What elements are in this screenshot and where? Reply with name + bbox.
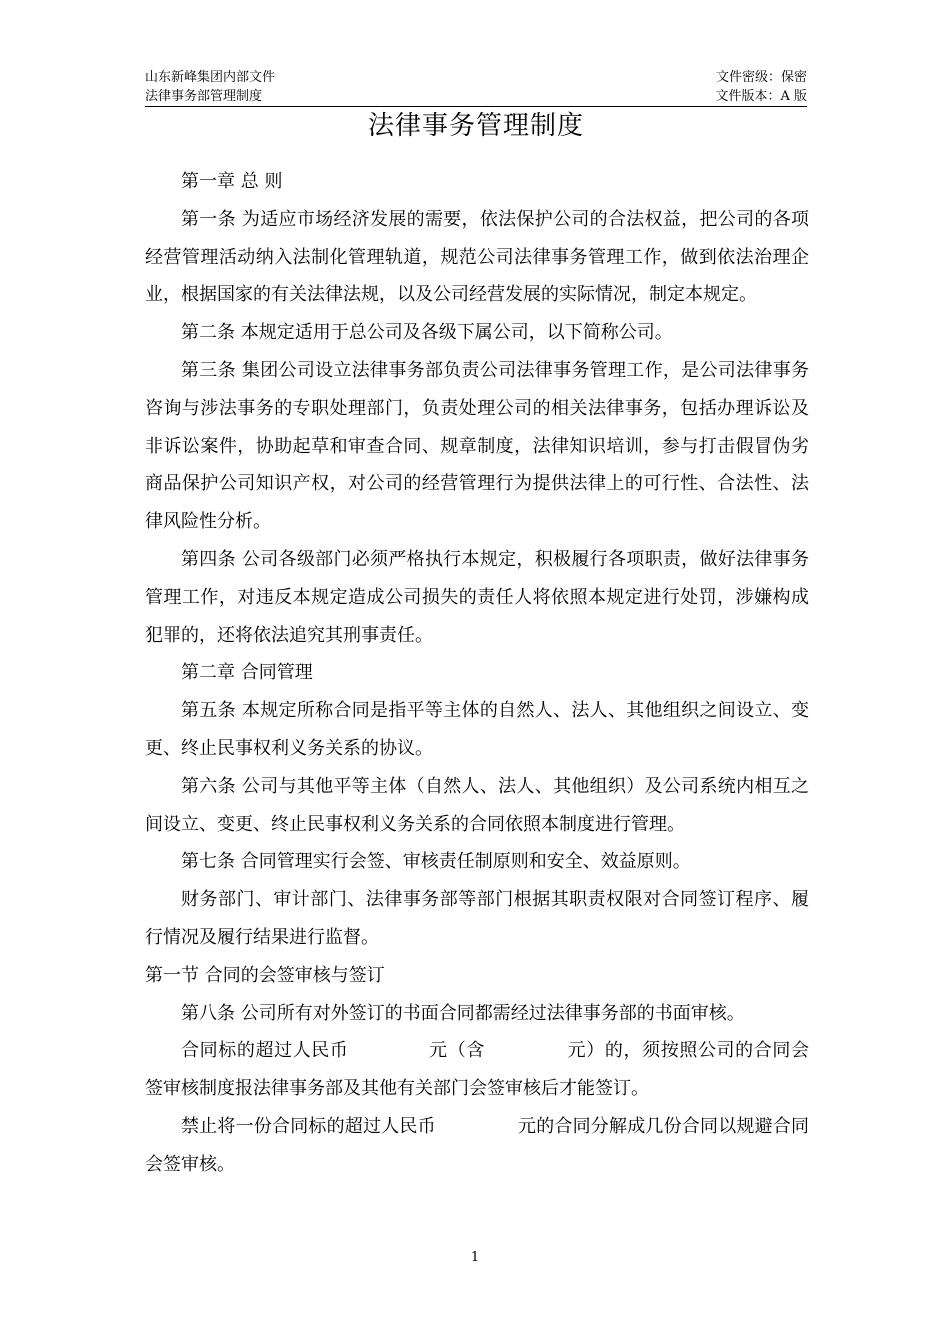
article-paragraph [145,1108,809,1184]
text-segment: 元的合同分解成几份合同以规避合同会签审核。 [145,1115,810,1175]
article-paragraph: 第六条 公司与其他平等主体（自然人、法人、其他组织）及公司系统内相互之间设立、变更、终止民事权利义务关系的合同依照本制度进行管理。 [145,775,809,835]
article-paragraph: 第八条 公司所有对外签订的书面合同都需经过法律事务部的书面审核。 [181,1002,745,1024]
document-body [145,163,809,1184]
text-segment: 禁止将一份合同标的超过人民币 [181,1115,436,1137]
header-rule [145,106,807,107]
header-version: 文件版本：A 版 [715,89,807,104]
text-segment: 元（含 [428,1040,486,1062]
header-secrecy: 文件密级：保密 [715,70,807,85]
article-paragraph: 第三条 集团公司设立法律事务部负责公司法律事务管理工作，是公司法律事务咨询与涉法事务的专职处理部门，负责处理公司的相关法律事务，包括办理诉讼及非诉讼案件，协助起草和审查合同、规章制度，法律知识培训，参与打击假冒伪劣商品保护公司知识产权，对公司的经营管理行为提供法律上的可行性、合法性、法律风险性分析。 [145,359,809,533]
article-paragraph: 第二条 本规定适用于总公司及各级下属公司，以下简称公司。 [181,322,673,344]
header-row-1 [145,68,807,87]
article-paragraph: 第七条 合同管理实行会签、审核责任制原则和安全、效益原则。 [181,851,691,873]
page-header [145,68,807,106]
text-segment: 元）的，须按照公司的合同会签审核制度报法律事务部及其他有关部门会签审核后才能签订。 [145,1040,810,1100]
header-org: 山东新峰集团内部文件 [145,70,276,85]
chapter-heading: 第一章 总 则 [181,171,283,192]
chapter-heading: 第二章 合同管理 [181,662,313,684]
header-row-2 [145,87,807,106]
header-dept: 法律事务部管理制度 [145,89,263,104]
article-paragraph [145,1032,809,1108]
article-paragraph: 第四条 公司各级部门必须严格执行本规定，积极履行各项职责，做好法律事务管理工作，对违反本规定造成公司损失的责任人将依照本规定进行处罚，涉嫌构成犯罪的，还将依法追究其刑事责任。 [145,548,809,646]
text-segment: 合同标的超过人民币 [181,1040,349,1062]
article-paragraph: 财务部门、审计部门、法律事务部等部门根据其职责权限对合同签订程序、履行情况及履行结果进行监督。 [145,889,809,948]
document-title: 法律事务管理制度 [367,111,584,141]
section-heading: 第一节 合同的会签审核与签订 [145,964,385,986]
page-number: 1 [470,1250,480,1265]
article-paragraph: 第五条 本规定所称合同是指平等主体的自然人、法人、其他组织之间设立、变更、终止民事权利义务关系的协议。 [145,700,809,759]
article-paragraph: 第一条 为适应市场经济发展的需要，依法保护公司的合法权益，把公司的各项经营管理活动纳入法制化管理轨道，规范公司法律事务管理工作，做到依法治理企业，根据国家的有关法律法规，以及公司经营发展的实际情况，制定本规定。 [145,208,809,306]
